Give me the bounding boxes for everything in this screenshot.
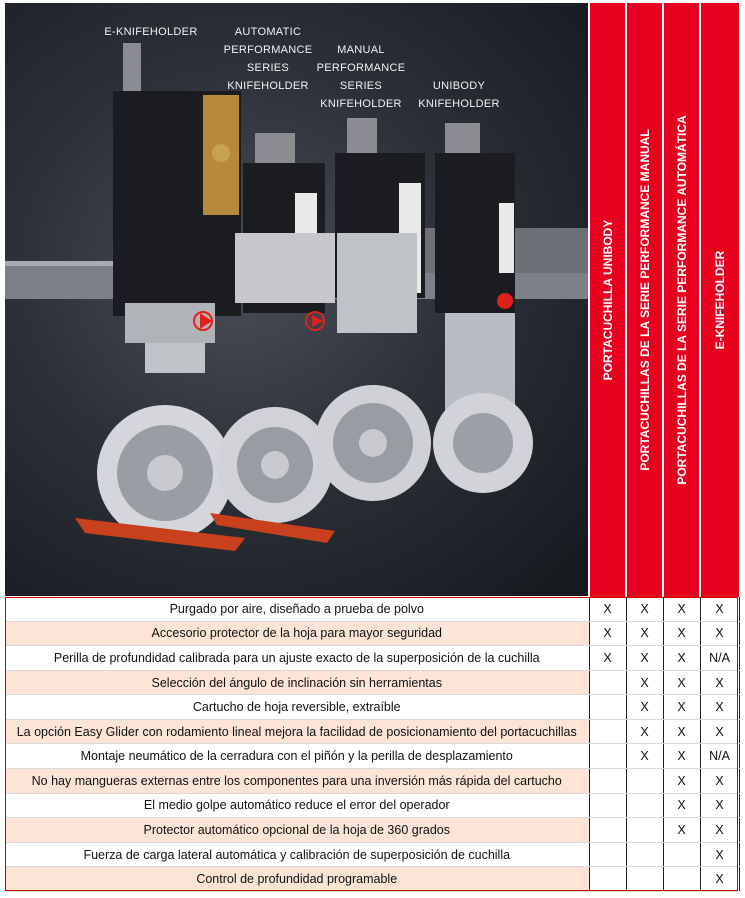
mark-cell: X <box>663 719 700 744</box>
feature-cell: Protector automático opcional de la hoja de 360 grados <box>5 818 589 843</box>
mark-cell: X <box>700 670 739 695</box>
mark-cell <box>626 793 663 818</box>
mark-cell <box>589 670 626 695</box>
table-row <box>5 646 739 671</box>
mark-cell: X <box>626 670 663 695</box>
mark-cell <box>589 769 626 794</box>
table-row <box>5 818 739 843</box>
caption-manual: MANUAL PERFORMANCE SERIES KNIFEHOLDER <box>316 44 406 110</box>
mark-cell: X <box>663 793 700 818</box>
header-automatic: PORTACUCHILLAS DE LA SERIE PERFORMANCE AUTOMÁTICA <box>663 3 699 597</box>
mark-cell <box>589 793 626 818</box>
feature-cell: La opción Easy Glider con rodamiento lineal mejora la facilidad de posicionamiento del portacuchillas <box>5 719 589 744</box>
mark-cell: N/A <box>700 646 739 671</box>
feature-cell: Cartucho de hoja reversible, extraíble <box>5 695 589 720</box>
caption-e-knifeholder: E-KNIFEHOLDER <box>104 26 198 38</box>
mark-cell: X <box>626 621 663 646</box>
table-row <box>5 670 739 695</box>
mark-cell: X <box>700 793 739 818</box>
mark-cell: N/A <box>700 744 739 769</box>
header-e-knifeholder: E-KNIFEHOLDER <box>700 3 739 597</box>
feature-cell: Montaje neumático de la cerradura con el piñón y la perilla de desplazamiento <box>5 744 589 769</box>
feature-cell: Fuerza de carga lateral automática y calibración de superposición de cuchilla <box>5 842 589 867</box>
table-row <box>5 744 739 769</box>
table-row <box>5 621 739 646</box>
table-row <box>5 867 739 892</box>
mark-cell <box>589 695 626 720</box>
mark-cell: X <box>700 621 739 646</box>
feature-cell: Selección del ángulo de inclinación sin herramientas <box>5 670 589 695</box>
mark-cell: X <box>626 744 663 769</box>
mark-cell: X <box>626 597 663 621</box>
feature-cell: Accesorio protector de la hoja para mayor seguridad <box>5 621 589 646</box>
mark-cell <box>626 818 663 843</box>
caption-automatic: AUTOMATIC PERFORMANCE SERIES KNIFEHOLDER <box>223 26 313 92</box>
feature-cell: Purgado por aire, diseñado a prueba de polvo <box>5 597 589 621</box>
mark-cell <box>589 719 626 744</box>
mark-cell: X <box>663 695 700 720</box>
mark-cell: X <box>663 670 700 695</box>
caption-unibody: UNIBODY KNIFEHOLDER <box>418 80 500 110</box>
mark-cell: X <box>700 842 739 867</box>
table-row <box>5 793 739 818</box>
mark-cell <box>589 744 626 769</box>
table-row <box>5 719 739 744</box>
feature-cell: No hay mangueras externas entre los componentes para una inversión más rápida del cartucho <box>5 769 589 794</box>
mark-cell: X <box>626 695 663 720</box>
mark-cell <box>663 867 700 892</box>
mark-cell: X <box>589 597 626 621</box>
mark-cell <box>589 842 626 867</box>
mark-cell: X <box>663 621 700 646</box>
feature-cell: Control de profundidad programable <box>5 867 589 892</box>
mark-cell <box>626 769 663 794</box>
mark-cell: X <box>663 744 700 769</box>
mark-cell <box>589 818 626 843</box>
table-row <box>5 769 739 794</box>
mark-cell: X <box>589 621 626 646</box>
table-row <box>5 842 739 867</box>
table-row <box>5 695 739 720</box>
mark-cell: X <box>589 646 626 671</box>
mark-cell: X <box>700 719 739 744</box>
feature-cell: El medio golpe automático reduce el error del operador <box>5 793 589 818</box>
mark-cell <box>663 842 700 867</box>
mark-cell: X <box>663 818 700 843</box>
mark-cell: X <box>700 597 739 621</box>
mark-cell: X <box>700 818 739 843</box>
mark-cell: X <box>700 769 739 794</box>
product-photo <box>5 3 588 596</box>
header-manual: PORTACUCHILLAS DE LA SERIE PERFORMANCE MANUAL <box>626 3 662 597</box>
mark-cell <box>589 867 626 892</box>
mark-cell <box>626 842 663 867</box>
header-unibody: PORTACUCHILLA UNIBODY <box>589 3 625 597</box>
comparison-table <box>5 597 740 892</box>
mark-cell <box>626 867 663 892</box>
mark-cell: X <box>626 719 663 744</box>
mark-cell: X <box>700 695 739 720</box>
mark-cell: X <box>700 867 739 892</box>
mark-cell: X <box>663 769 700 794</box>
feature-cell: Perilla de profundidad calibrada para un ajuste exacto de la superposición de la cuchilla <box>5 646 589 671</box>
mark-cell: X <box>626 646 663 671</box>
mark-cell: X <box>663 646 700 671</box>
mark-cell: X <box>663 597 700 621</box>
table-row <box>5 597 739 621</box>
